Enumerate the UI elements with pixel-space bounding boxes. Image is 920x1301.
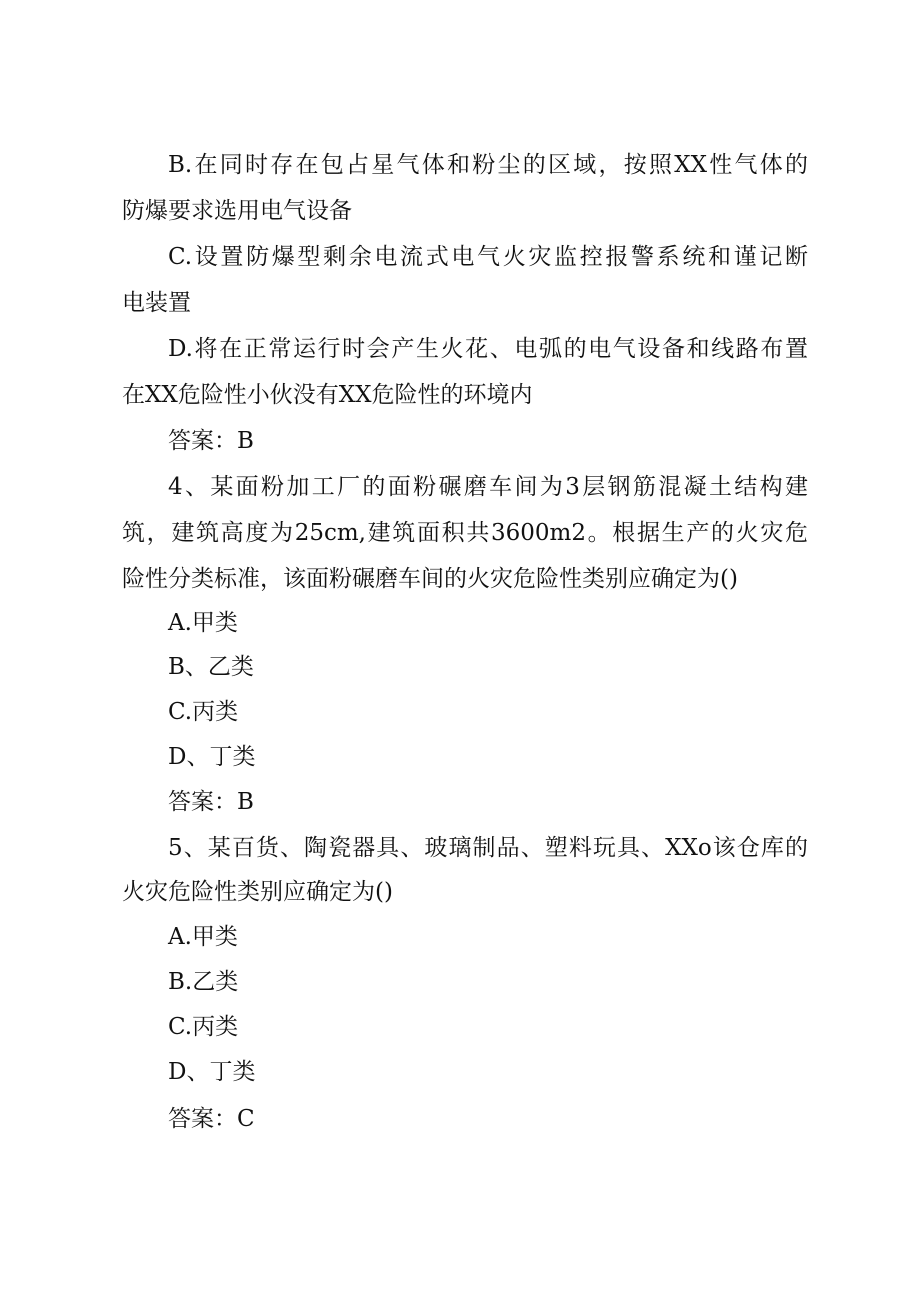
option-b-line-2: 防爆要求选用电气设备 bbox=[122, 198, 352, 224]
question-5-line-1: 5、某百货、陶瓷器具、玻璃制品、塑料玩具、XXo该仓库的 bbox=[168, 835, 808, 861]
question-4-line-3: 险性分类标准，该面粉碾磨车间的火灾危险性类别应确定为() bbox=[122, 566, 738, 592]
option-c-line-2: 电装置 bbox=[122, 290, 191, 316]
answer-q5: 答案：C bbox=[168, 1106, 255, 1132]
option-b-line-1: B.在同时存在包占星气体和粉尘的区域，按照XX性气体的 bbox=[168, 152, 808, 178]
q4-option-d: D、丁类 bbox=[168, 744, 256, 770]
q5-option-b: B.乙类 bbox=[168, 969, 239, 995]
option-d-line-2: 在XX危险性小伙没有XX危险性的环境内 bbox=[122, 382, 533, 408]
question-4-line-1: 4、某面粉加工厂的面粉碾磨车间为3层钢筋混凝土结构建 bbox=[168, 474, 808, 500]
option-d-line-1: D.将在正常运行时会产生火花、电弧的电气设备和线路布置 bbox=[168, 336, 808, 362]
q4-option-a: A.甲类 bbox=[168, 610, 238, 636]
q5-option-a: A.甲类 bbox=[168, 924, 238, 950]
q5-option-d: D、丁类 bbox=[168, 1059, 256, 1085]
q4-option-b: B、乙类 bbox=[168, 654, 254, 680]
answer-q4: 答案：B bbox=[168, 789, 254, 815]
q5-option-c: C.丙类 bbox=[168, 1014, 239, 1040]
answer-q3: 答案：B bbox=[168, 428, 254, 454]
question-4-line-2: 筑，建筑高度为25cm,建筑面积共3600m2。根据生产的火灾危 bbox=[122, 520, 808, 546]
q4-option-c: C.丙类 bbox=[168, 699, 239, 725]
question-5-line-2: 火灾危险性类别应确定为() bbox=[122, 879, 393, 905]
option-c-line-1: C.设置防爆型剩余电流式电气火灾监控报警系统和谨记断 bbox=[168, 244, 808, 270]
